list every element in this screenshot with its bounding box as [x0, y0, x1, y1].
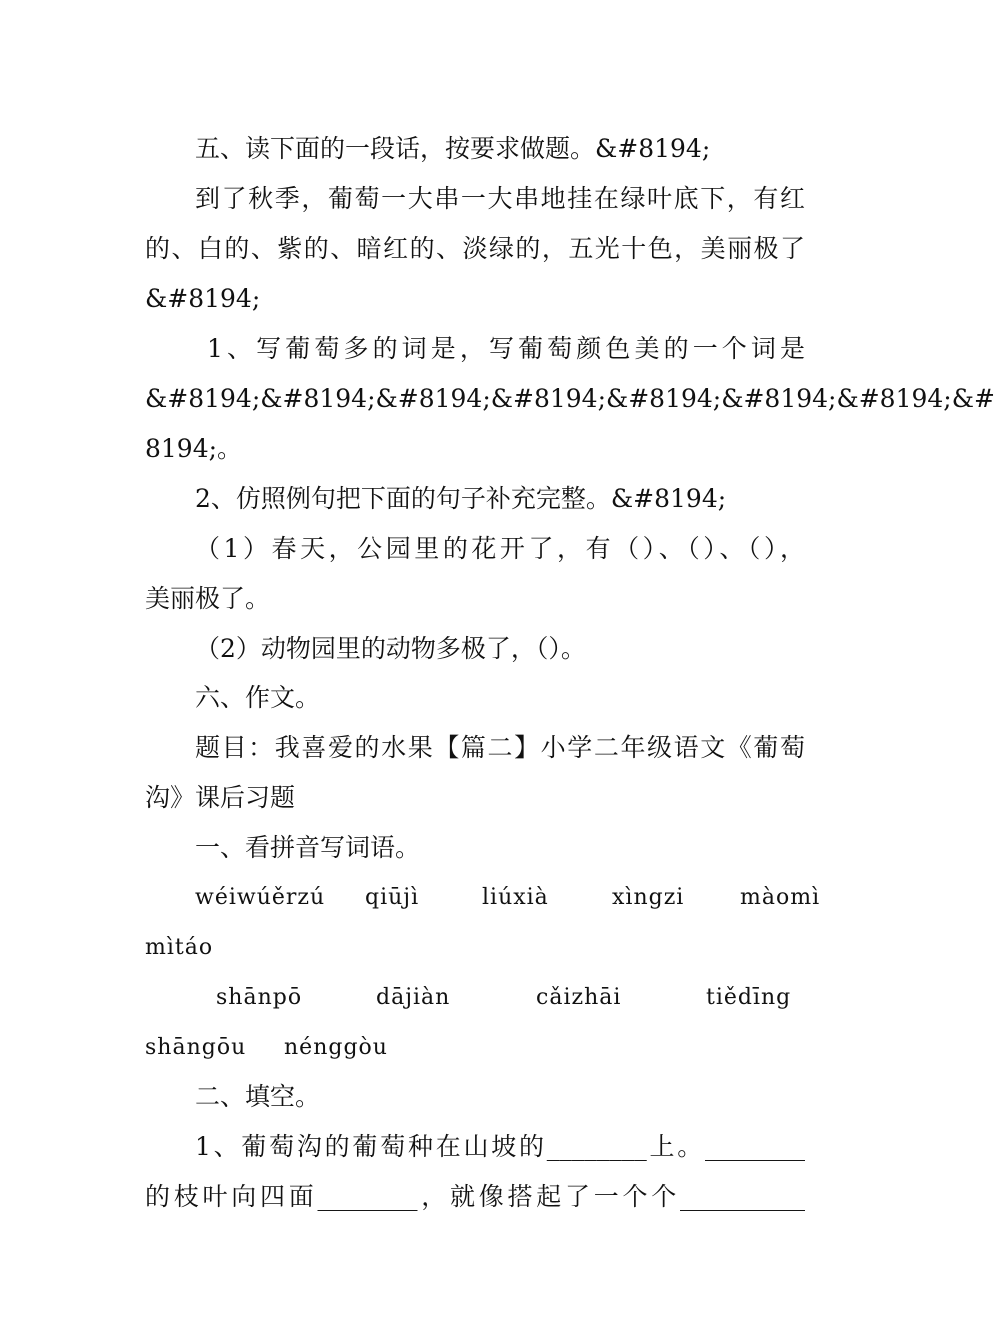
passage-line: 到了秋季，葡萄一大串一大串地挂在绿叶底下，有红 [195, 184, 805, 213]
section-one-heading: 一、看拼音写词语。 [195, 833, 421, 862]
question-line: &#8194;&#8194;&#8194;&#8194;&#8194;&#8194;&#8194;&# [145, 384, 995, 413]
essay-title-line: 沟》课后习题 [145, 783, 296, 812]
section-six-heading: 六、作文。 [195, 683, 321, 712]
essay-title-line: 题目：我喜爱的水果【篇二】小学二年级语文《葡萄 [195, 733, 805, 762]
question-line: （2）动物园里的动物多极了，（）。 [195, 634, 586, 663]
pinyin-word: qiūjì [365, 885, 420, 910]
pinyin-word: nénggòu [284, 1035, 388, 1060]
question-line: 2、仿照例句把下面的句子补充完整。&#8194; [195, 484, 727, 513]
passage-line: 的、白的、紫的、暗红的、淡绿的，五光十色，美丽极了 [145, 234, 805, 263]
pinyin-word: cǎizhāi [536, 985, 622, 1010]
question-line: （1）春天，公园里的花开了，有（）、（）、（）， [195, 534, 805, 563]
pinyin-word: màomì [740, 885, 821, 910]
pinyin-word: dājiàn [376, 985, 451, 1010]
question-line: 8194;。 [145, 434, 243, 463]
question-line: 1、写葡萄多的词是，写葡萄颜色美的一个词是 [195, 334, 805, 363]
pinyin-word: mìtáo [145, 935, 214, 960]
pinyin-word: wéiwúěrzú [195, 885, 326, 910]
pinyin-word: shānpō [216, 985, 303, 1010]
pinyin-word: tiědīng [706, 985, 792, 1010]
pinyin-word: liúxià [482, 885, 549, 910]
section-five-heading: 五、读下面的一段话，按要求做题。&#8194; [195, 134, 711, 163]
fill-blank-line: 的枝叶向四面________，就像搭起了一个个__________ [145, 1182, 805, 1211]
pinyin-word: xìngzi [612, 885, 685, 910]
passage-line: &#8194; [145, 284, 261, 313]
fill-blank-line: 1、葡萄沟的葡萄种在山坡的________上。________ [195, 1132, 805, 1161]
section-two-heading: 二、填空。 [195, 1082, 321, 1111]
question-line: 美丽极了。 [145, 584, 271, 613]
pinyin-word: shāngōu [145, 1035, 247, 1060]
